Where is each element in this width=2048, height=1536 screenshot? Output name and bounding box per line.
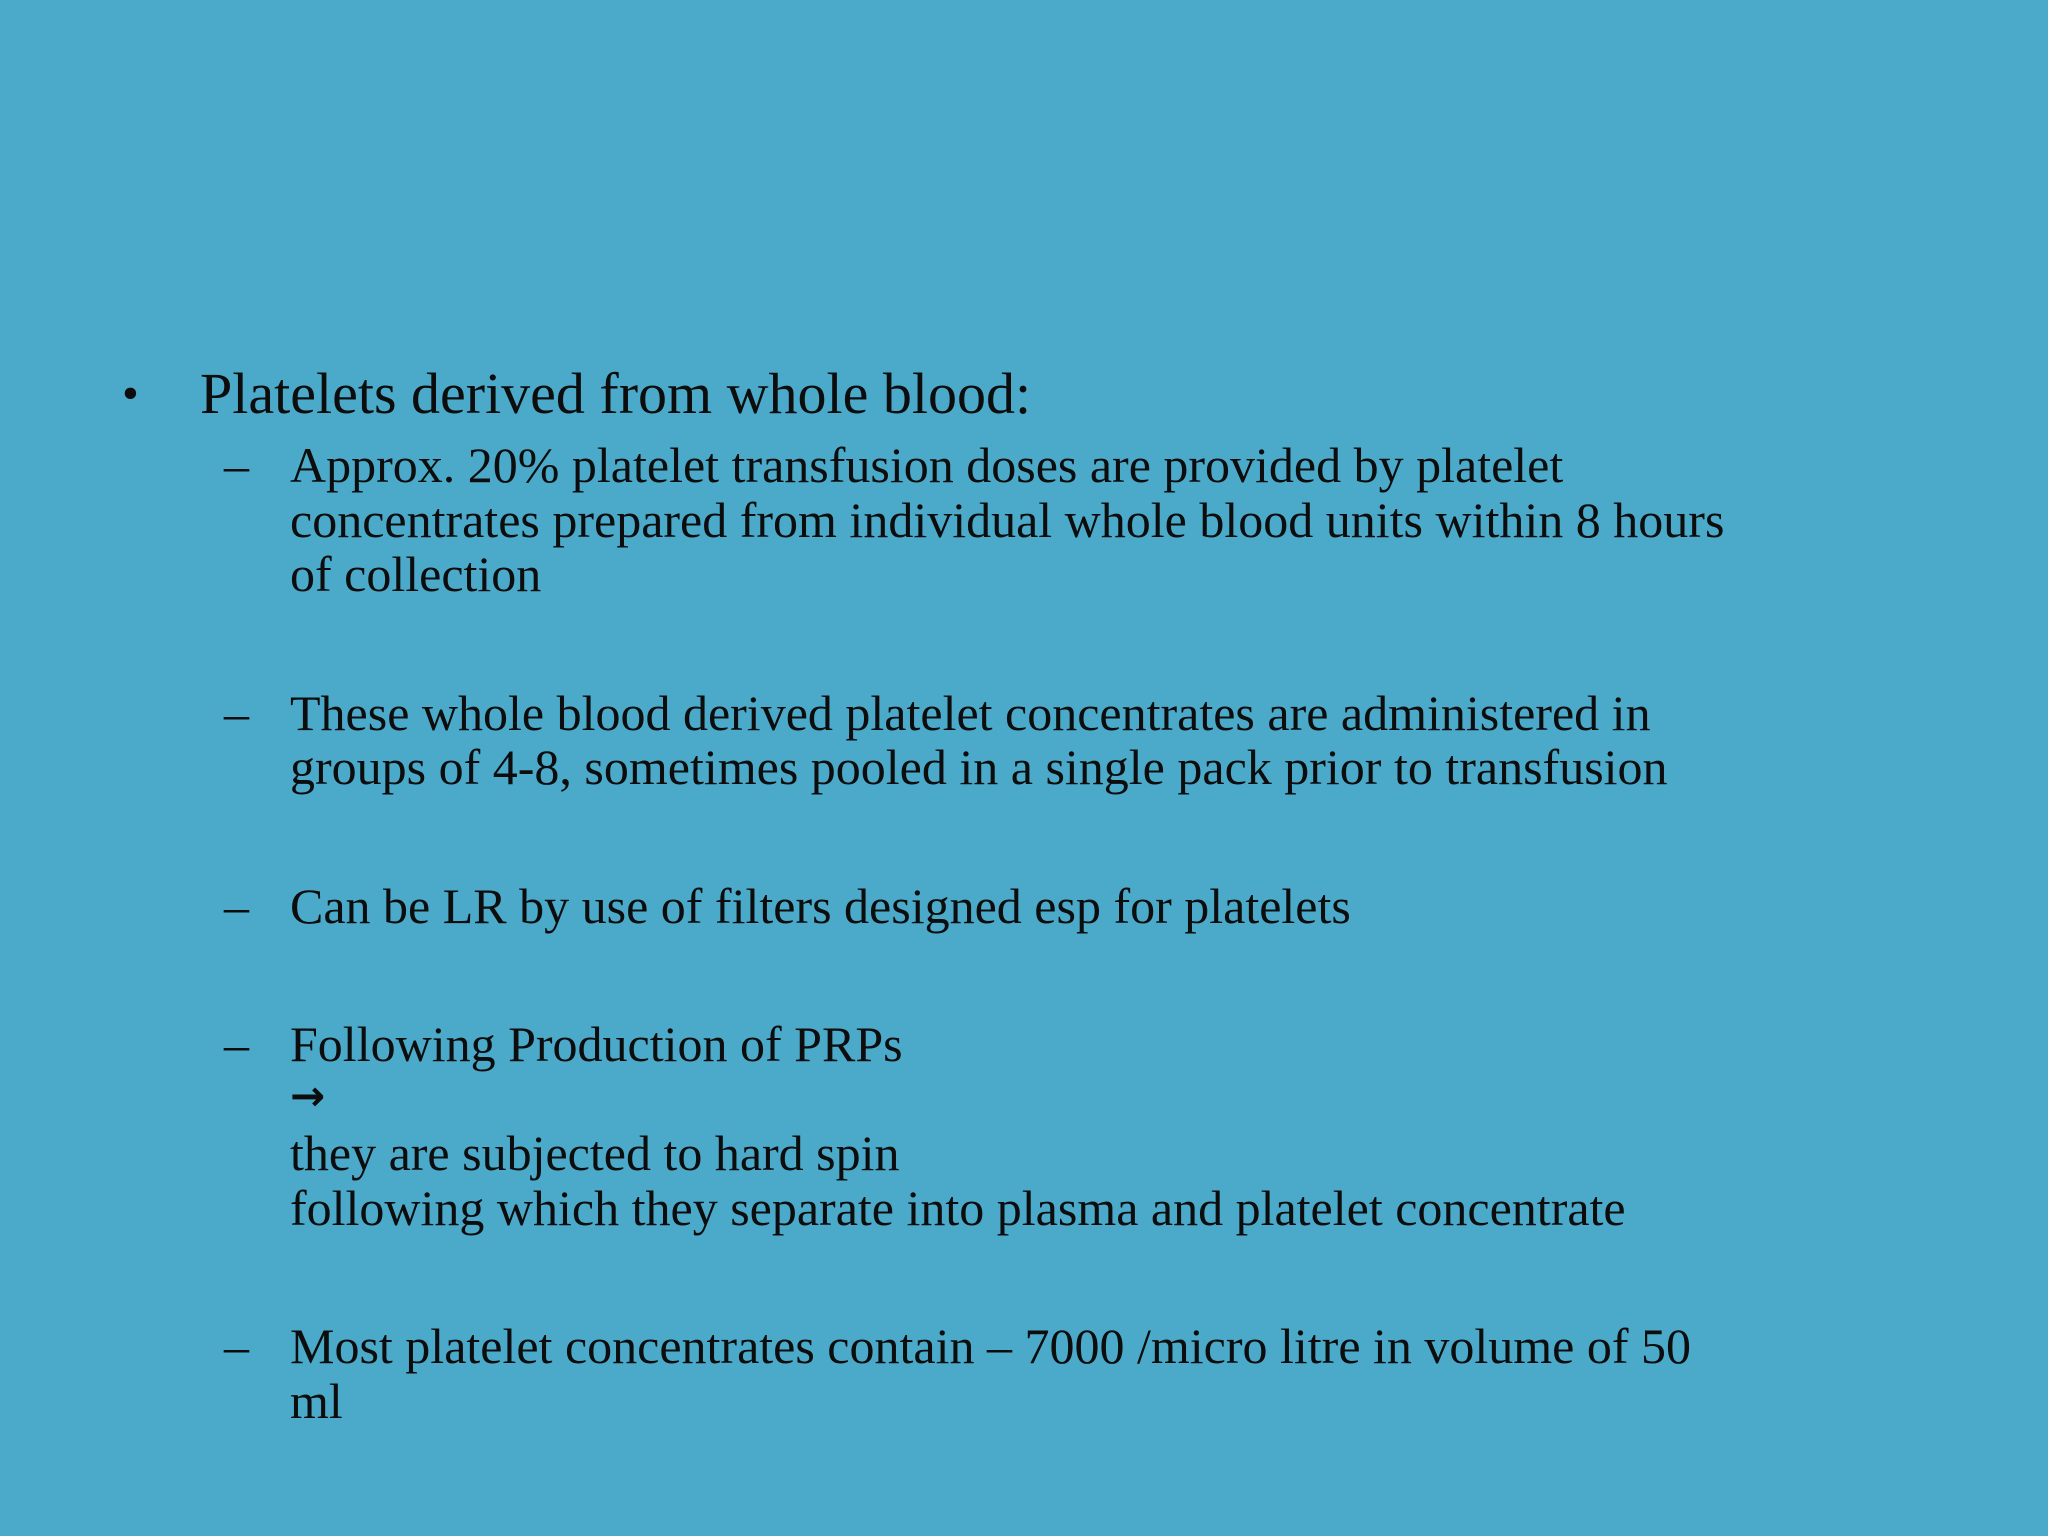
bullet-marker: •: [122, 367, 139, 420]
sub-bullet-text: [290, 1319, 1984, 1428]
main-bullet-text: Platelets derived from whole blood:: [200, 361, 1032, 426]
text-line: groups of 4-8, sometimes pooled in a single pack prior to transfusion: [290, 739, 1668, 795]
text-fragment: Following Production of PRPs: [290, 1016, 903, 1072]
text-line: Approx. 20% platelet transfusion doses are provided by platelet: [290, 437, 1564, 493]
dash-marker: –: [224, 684, 249, 741]
sub-bullet-item: [224, 1319, 1984, 1428]
main-bullet: [122, 362, 1972, 426]
text-line: of collection: [290, 546, 542, 602]
text-line: ml: [290, 1372, 343, 1429]
dash-marker: –: [224, 1318, 249, 1374]
text-line: These whole blood derived platelet concentrates are administered in: [290, 684, 1651, 741]
sub-bullet-text: [290, 879, 1984, 934]
dash-marker: –: [224, 1016, 249, 1072]
sub-bullet-item: [224, 879, 1984, 934]
sub-bullet-text: [290, 686, 1984, 795]
text-line: Most platelet concentrates contain – 7000 /micro litre in volume of 50: [290, 1318, 1692, 1374]
text-fragment: they are subjected to hard spin: [290, 1125, 900, 1181]
text-line: [290, 1017, 1984, 1181]
dash-marker: –: [224, 437, 249, 493]
sub-bullet-text: [290, 1017, 1984, 1235]
sub-bullet-text: [290, 438, 1984, 602]
sub-bullet-item: [224, 686, 1984, 795]
text-line: concentrates prepared from individual whole blood units within 8 hours: [290, 491, 1725, 548]
sub-bullet-list: [224, 438, 1984, 1428]
sub-bullet-item: [224, 438, 1984, 602]
text-line: Can be LR by use of filters designed esp for platelets: [290, 877, 1351, 934]
dash-marker: –: [224, 877, 249, 934]
text-line: following which they separate into plasma and platelet concentrate: [290, 1179, 1626, 1236]
sub-bullet-item: [224, 1017, 1984, 1235]
right-arrow-icon: →: [290, 1070, 326, 1120]
